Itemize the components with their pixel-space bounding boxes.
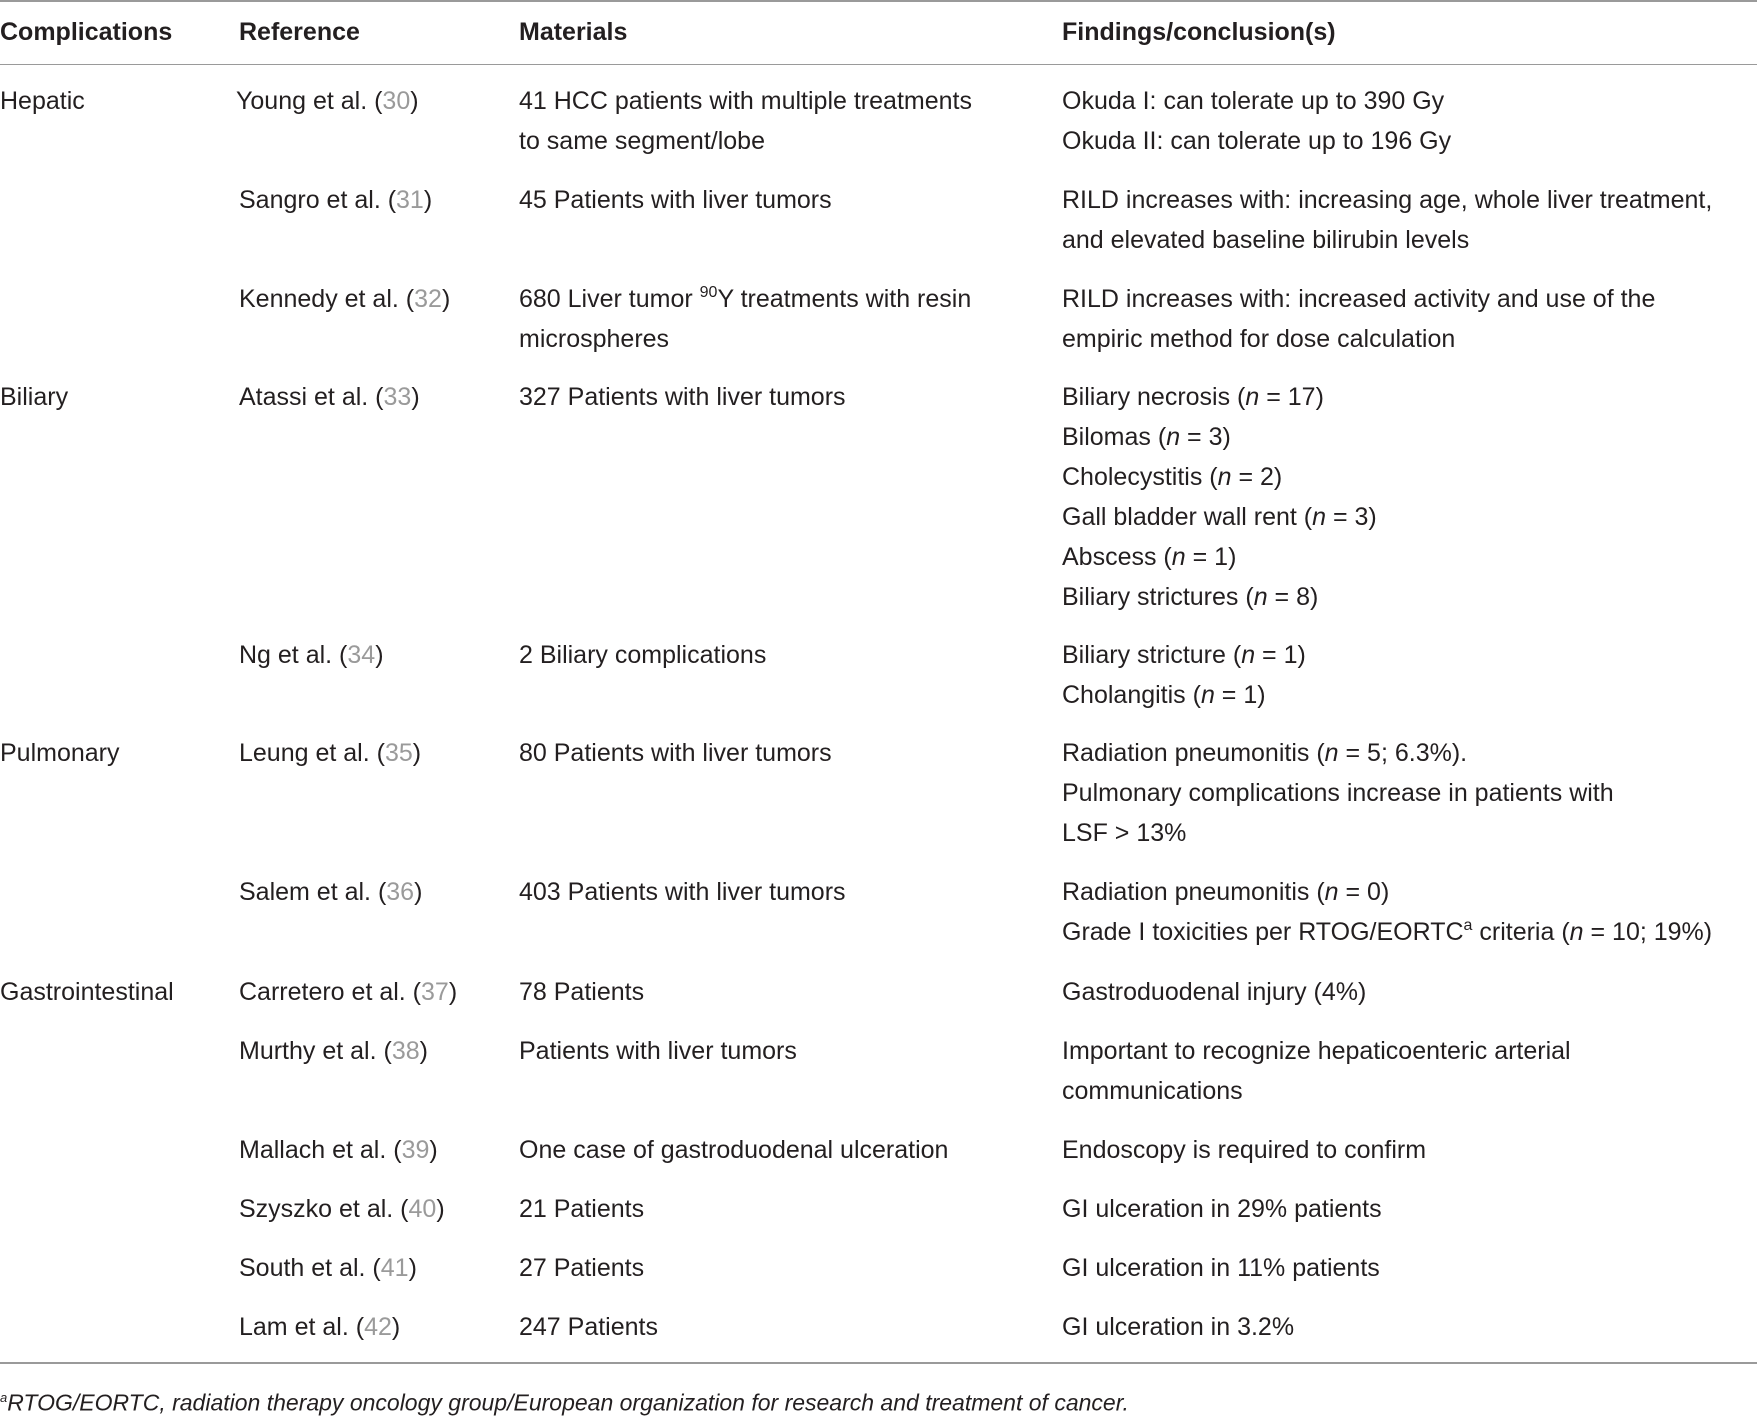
materials-salem: 403 Patients with liver tumors	[519, 878, 846, 906]
group-hepatic: Hepatic	[0, 87, 85, 115]
ref-carretero: Carretero et al. (37)	[239, 978, 458, 1006]
ref-murthy: Murthy et al. (38)	[239, 1037, 428, 1065]
materials-atassi: 327 Patients with liver tumors	[519, 383, 846, 411]
findings-murthy-line2: communications	[1062, 1077, 1243, 1105]
findings-kennedy-line1: RILD increases with: increased activity and use of the	[1062, 285, 1656, 313]
findings-salem-line2: Grade I toxicities per RTOG/EORTC$^a$ criteria (n = 10; 19%)	[1062, 917, 1713, 946]
findings-salem-line1: Radiation pneumonitis (n = 0)	[1062, 878, 1390, 906]
ref-link-38[interactable]: 38	[391, 1037, 420, 1065]
findings-sangro-line1: RILD increases with: increasing age, whole liver treatment,	[1062, 186, 1713, 214]
findings-atassi-line4: Gall bladder wall rent (n = 3)	[1062, 503, 1377, 531]
materials-kennedy-line2: microspheres	[519, 325, 670, 353]
ref-link-41[interactable]: 41	[380, 1254, 409, 1282]
materials-murthy: Patients with liver tumors	[519, 1037, 797, 1065]
ref-ng: Ng et al. (34)	[239, 641, 384, 669]
ref-link-39[interactable]: 39	[401, 1136, 430, 1164]
findings-atassi-line3: Cholecystitis (n = 2)	[1062, 463, 1283, 491]
materials-kennedy-line1: 680 Liver tumor $^{90}$Y treatments with resin	[519, 284, 972, 313]
ref-link-35[interactable]: 35	[384, 739, 413, 767]
materials-sangro: 45 Patients with liver tumors	[519, 186, 832, 214]
findings-atassi-line1: Biliary necrosis (n = 17)	[1062, 383, 1324, 411]
findings-young-line1: Okuda I: can tolerate up to 390 Gy	[1062, 87, 1445, 115]
ref-szyszko: Szyszko et al. (40)	[239, 1195, 445, 1223]
group-gastrointestinal: Gastrointestinal	[0, 978, 174, 1006]
materials-mallach: One case of gastroduodenal ulceration	[519, 1136, 949, 1164]
findings-leung-line1: Radiation pneumonitis (n = 5; 6.3%).	[1062, 739, 1468, 767]
materials-szyszko: 21 Patients	[519, 1195, 645, 1223]
materials-young-line1: 41 HCC patients with multiple treatments	[519, 87, 972, 115]
ref-leung: Leung et al. (35)	[239, 739, 422, 767]
header-rule	[0, 64, 1757, 65]
ref-link-36[interactable]: 36	[386, 878, 415, 906]
findings-atassi-line6: Biliary strictures (n = 8)	[1062, 583, 1319, 611]
ref-link-34[interactable]: 34	[347, 641, 376, 669]
findings-leung-line2: Pulmonary complications increase in patients with	[1062, 779, 1614, 807]
findings-murthy-line1: Important to recognize hepaticoenteric arterial	[1062, 1037, 1571, 1065]
materials-ng: 2 Biliary complications	[519, 641, 767, 669]
materials-young-line2: to same segment/lobe	[519, 127, 765, 155]
table-bottom-rule	[0, 1362, 1757, 1364]
materials-south: 27 Patients	[519, 1254, 645, 1282]
table-footnote: $^a$RTOG/EORTC, radiation therapy oncology group/European organization for research and treatment of cancer.	[0, 1389, 1129, 1416]
ref-kennedy: Kennedy et al. (32)	[239, 285, 451, 313]
findings-sangro-line2: and elevated baseline bilirubin levels	[1062, 226, 1470, 254]
findings-leung-line3: LSF > 13%	[1062, 819, 1187, 847]
ref-salem: Salem et al. (36)	[239, 878, 423, 906]
findings-atassi-line5: Abscess (n = 1)	[1062, 543, 1237, 571]
findings-szyszko: GI ulceration in 29% patients	[1062, 1195, 1382, 1223]
ref-link-42[interactable]: 42	[364, 1313, 392, 1341]
ref-young: Young et al. (30)	[236, 87, 419, 115]
ref-sangro: Sangro et al. (31)	[239, 186, 433, 214]
ref-link-33[interactable]: 33	[383, 383, 412, 411]
ref-link-32[interactable]: 32	[414, 285, 442, 313]
group-pulmonary: Pulmonary	[0, 739, 120, 767]
ref-south: South et al. (41)	[239, 1254, 417, 1282]
ref-atassi: Atassi et al. (33)	[239, 383, 420, 411]
header-materials: Materials	[519, 18, 628, 46]
ref-mallach: Mallach et al. (39)	[239, 1136, 438, 1164]
findings-mallach: Endoscopy is required to confirm	[1062, 1136, 1427, 1164]
findings-atassi-line2: Bilomas (n = 3)	[1062, 423, 1231, 451]
ref-link-37[interactable]: 37	[421, 978, 449, 1006]
group-biliary: Biliary	[0, 383, 69, 411]
findings-ng-line1: Biliary stricture (n = 1)	[1062, 641, 1306, 669]
ref-link-31[interactable]: 31	[396, 186, 424, 214]
header-reference: Reference	[239, 18, 360, 46]
ref-link-40[interactable]: 40	[408, 1195, 437, 1223]
findings-carretero: Gastroduodenal injury (4%)	[1062, 978, 1367, 1006]
ref-lam: Lam et al. (42)	[239, 1313, 401, 1341]
header-complications: Complications	[0, 18, 173, 46]
findings-young-line2: Okuda II: can tolerate up to 196 Gy	[1062, 127, 1452, 155]
findings-ng-line2: Cholangitis (n = 1)	[1062, 681, 1266, 709]
findings-kennedy-line2: empiric method for dose calculation	[1062, 325, 1456, 353]
header-findings: Findings/conclusion(s)	[1062, 18, 1336, 46]
table-top-rule	[0, 0, 1757, 2]
materials-leung: 80 Patients with liver tumors	[519, 739, 832, 767]
materials-carretero: 78 Patients	[519, 978, 645, 1006]
ref-link-30[interactable]: 30	[382, 87, 411, 115]
findings-lam: GI ulceration in 3.2%	[1062, 1313, 1295, 1341]
findings-south: GI ulceration in 11% patients	[1062, 1254, 1380, 1282]
materials-lam: 247 Patients	[519, 1313, 658, 1341]
